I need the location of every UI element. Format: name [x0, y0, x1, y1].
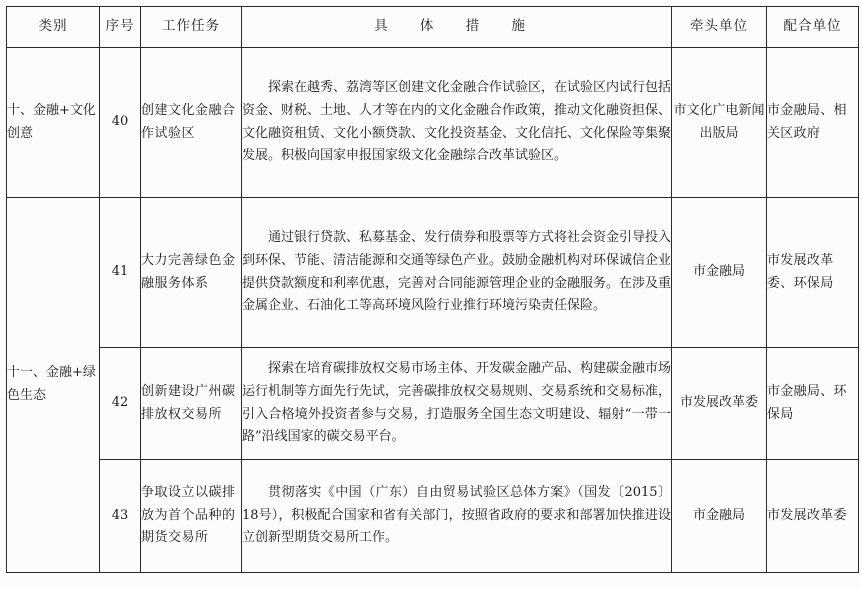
table-row	[7, 48, 859, 198]
table-row	[7, 198, 859, 348]
number-cell: 42	[100, 348, 141, 460]
category-cell: 十一、金融+绿色生态	[7, 198, 100, 573]
lead-unit-cell: 市发展改革委	[672, 348, 767, 460]
lead-unit-cell: 市金融局	[672, 460, 767, 573]
header-number: 序号	[100, 7, 141, 48]
number-cell: 41	[100, 198, 141, 348]
measures-cell	[242, 48, 672, 198]
header-row	[7, 7, 859, 48]
header-category: 类别	[7, 7, 100, 48]
header-coop-unit: 配合单位	[767, 7, 859, 48]
task-cell: 创建文化金融合作试验区	[141, 48, 242, 198]
coop-unit-cell: 市发展改革委、环保局	[767, 198, 859, 348]
coop-unit-cell: 市发展改革委	[767, 460, 859, 573]
task-cell: 创新建设广州碳排放权交易所	[141, 348, 242, 460]
task-cell: 争取设立以碳排放为首个品种的期货交易所	[141, 460, 242, 573]
category-cell: 十、金融+文化创意	[7, 48, 100, 198]
measures-text: 通过银行贷款、私募基金、发行债券和股票等方式将社会资金引导投入到环保、节能、清洁能源和交通等绿色产业。鼓励金融机构对环保诚信企业提供贷款额度和利率优惠，完善对合同能源管理企业的金融服务。在涉及重金属企业、石油化工等高环境风险行业推行环境污染责任保险。	[242, 230, 672, 314]
lead-unit-cell: 市文化广电新闻出版局	[672, 48, 767, 198]
header-task: 工作任务	[141, 7, 242, 48]
measures-cell	[242, 348, 672, 460]
measures-cell	[242, 460, 672, 573]
policy-table	[6, 6, 859, 573]
measures-text: 探索在培育碳排放权交易市场主体、开发碳金融产品、构建碳金融市场运行机制等方面先行先试，完善碳排放权交易规则、交易系统和交易标准，引入合格境外投资者参与交易，打造服务全国生态文明建设、辐射“一带一路”沿线国家的碳交易平台。	[242, 361, 672, 445]
table-row	[7, 348, 859, 460]
measures-cell	[242, 198, 672, 348]
coop-unit-cell: 市金融局、环保局	[767, 348, 859, 460]
task-cell: 大力完善绿色金融服务体系	[141, 198, 242, 348]
header-lead-unit: 牵头单位	[672, 7, 767, 48]
measures-text: 贯彻落实《中国（广东）自由贸易试验区总体方案》（国发〔2015〕18号），积极配合国家和省有关部门，按照省政府的要求和部署加快推进设立创新型期货交易所工作。	[242, 484, 671, 546]
number-cell: 43	[100, 460, 141, 573]
lead-unit-cell: 市金融局	[672, 198, 767, 348]
table-row	[7, 460, 859, 573]
coop-unit-cell: 市金融局、相关区政府	[767, 48, 859, 198]
number-cell: 40	[100, 48, 141, 198]
header-measures: 具 体 措 施	[242, 7, 672, 48]
measures-text: 探索在越秀、荔湾等区创建文化金融合作试验区，在试验区内试行包括资金、财税、土地、人才等在内的文化金融合作政策，推动文化融资担保、文化融资租赁、文化小额贷款、文化投资基金、文化信托、文化保险等集聚发展。积极向国家申报国家级文化金融综合改革试验区。	[242, 80, 672, 164]
